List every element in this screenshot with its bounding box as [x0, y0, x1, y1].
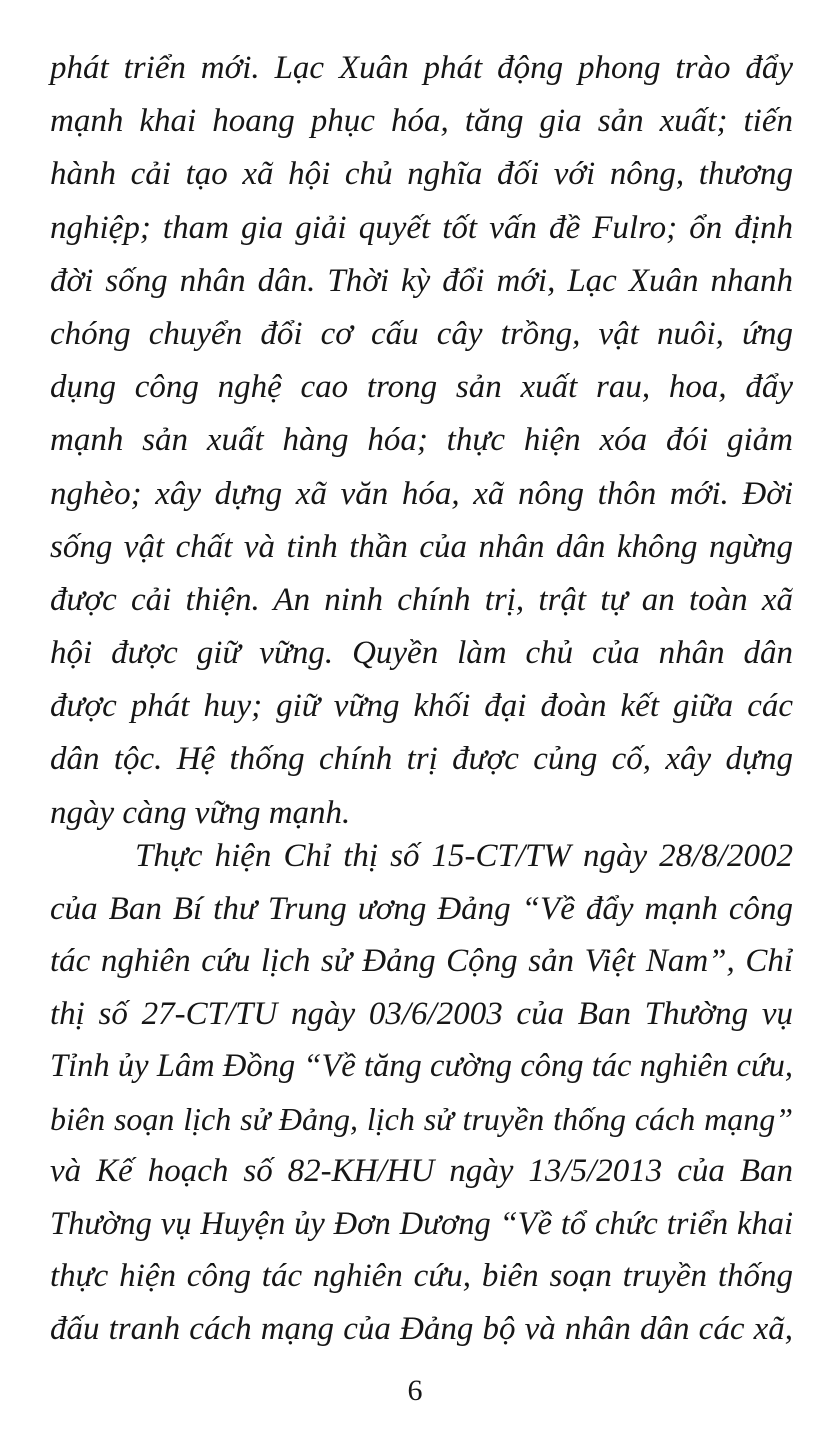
text-line: được phát huy; giữ vững khối đại đoàn kết giữa các	[50, 688, 793, 725]
text-line: nghiệp; tham gia giải quyết tốt vấn đề Fulro; ổn định	[50, 209, 793, 246]
text-line: và Kế hoạch số 82-KH/HU ngày 13/5/2013 của Ban	[50, 1153, 793, 1189]
text-line: biên soạn lịch sử Đảng, lịch sử truyền thống cách mạng”	[50, 1100, 793, 1137]
text-line: thực hiện công tác nghiên cứu, biên soạn truyền thống	[50, 1258, 793, 1294]
text-line: mạnh khai hoang phục hóa, tăng gia sản xuất; tiến	[50, 103, 793, 140]
text-line: Tỉnh ủy Lâm Đồng “Về tăng cường công tác nghiên cứu,	[50, 1048, 793, 1084]
text-line: phát triển mới. Lạc Xuân phát động phong trào đẩy	[50, 50, 793, 86]
text-line: hành cải tạo xã hội chủ nghĩa đối với nông, thương	[50, 156, 793, 193]
paragraph-2	[50, 830, 793, 1355]
text-line: hội được giữ vững. Quyền làm chủ của nhân dân	[50, 635, 793, 672]
page-number: 6	[407, 1374, 423, 1407]
paragraph-1	[50, 42, 793, 840]
text-line: của Ban Bí thư Trung ương Đảng “Về đẩy mạnh công	[50, 890, 793, 927]
text-line: ngày càng vững mạnh.	[50, 794, 351, 831]
text-line: đời sống nhân dân. Thời kỳ đổi mới, Lạc Xuân nhanh	[50, 262, 793, 299]
text-line: sống vật chất và tinh thần của nhân dân không ngừng	[50, 528, 793, 565]
text-line: dân tộc. Hệ thống chính trị được củng cố, xây dựng	[50, 741, 793, 778]
text-line: mạnh sản xuất hàng hóa; thực hiện xóa đói giảm	[50, 422, 793, 459]
text-line: nghèo; xây dựng xã văn hóa, xã nông thôn mới. Đời	[50, 475, 793, 512]
text-line: dụng công nghệ cao trong sản xuất rau, hoa, đẩy	[50, 369, 793, 406]
text-line: tác nghiên cứu lịch sử Đảng Cộng sản Việt Nam”, Chỉ	[50, 943, 793, 979]
text-line: Thực hiện Chỉ thị số 15-CT/TW ngày 28/8/2002	[135, 838, 793, 874]
text-line: thị số 27-CT/TU ngày 03/6/2003 của Ban Thường vụ	[50, 995, 793, 1032]
text-line: Thường vụ Huyện ủy Đơn Dương “Về tổ chức triển khai	[50, 1205, 793, 1242]
text-line: đấu tranh cách mạng của Đảng bộ và nhân dân các xã,	[50, 1310, 793, 1347]
text-line: chóng chuyển đổi cơ cấu cây trồng, vật nuôi, ứng	[50, 315, 793, 352]
text-line: được cải thiện. An ninh chính trị, trật tự an toàn xã	[50, 581, 793, 618]
